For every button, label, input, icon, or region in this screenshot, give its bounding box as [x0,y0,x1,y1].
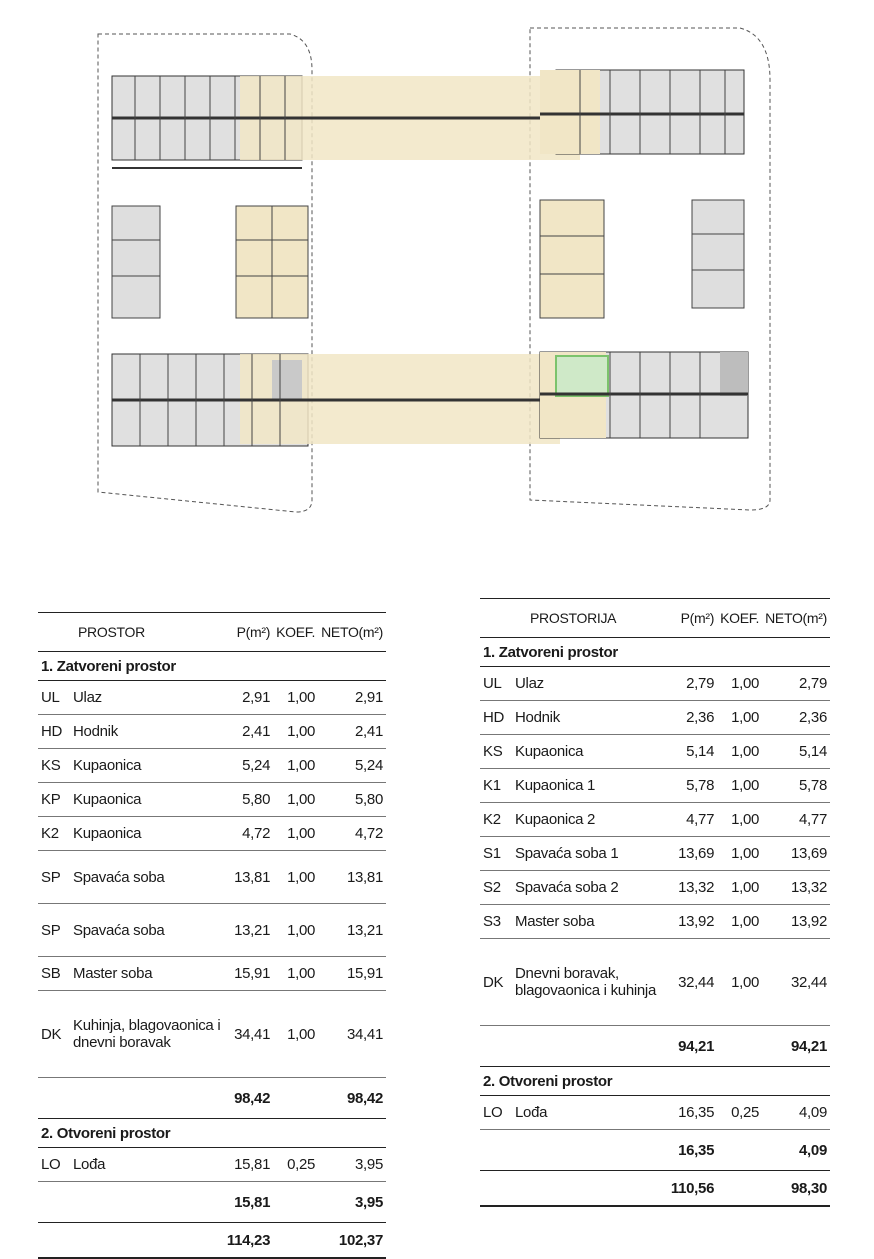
section-closed [480,638,830,667]
subtotal-area: 15,81 [38,1182,273,1223]
room-name: Kupaonica [512,735,675,769]
room-code: SB [38,957,70,991]
room-coef: 1,00 [273,783,318,817]
room-name: Lođa [70,1148,231,1182]
room-area: 32,44 [675,939,717,1026]
room-code: KS [38,749,70,783]
room-code: KP [38,783,70,817]
table-header [38,613,386,652]
room-code: K2 [480,803,512,837]
section-open [38,1119,386,1148]
room-name: Spavaća soba 1 [512,837,675,871]
room-coef: 1,00 [273,991,318,1078]
room-area: 13,92 [675,905,717,939]
section-open [480,1067,830,1096]
room-name: Kupaonica [70,749,231,783]
room-net: 4,77 [762,803,830,837]
room-coef: 1,00 [717,905,762,939]
room-code: HD [480,701,512,735]
room-net: 2,79 [762,667,830,701]
col-coef: KOEF. [717,599,762,638]
table-row [38,904,386,957]
left-bottom-wing [112,354,560,446]
room-code: SP [38,904,70,957]
highlighted-apartment [556,356,608,396]
room-net: 13,92 [762,905,830,939]
right-middle-blocks [540,200,744,318]
grand-total [38,1223,386,1259]
section-title: 1. Zatvoreni prostor [38,652,386,681]
room-area: 13,81 [231,851,273,904]
room-area: 34,41 [231,991,273,1078]
room-coef: 1,00 [717,871,762,905]
room-name: Kupaonica 2 [512,803,675,837]
section-title: 2. Otvoreni prostor [38,1119,386,1148]
room-code: K1 [480,769,512,803]
room-area: 2,79 [675,667,717,701]
subtotal-area: 94,21 [480,1026,717,1067]
right-top-wing [540,70,744,154]
table-row [480,939,830,1026]
room-area: 4,72 [231,817,273,851]
room-coef: 1,00 [273,851,318,904]
room-coef: 1,00 [717,667,762,701]
room-net: 4,72 [318,817,386,851]
room-name: Master soba [512,905,675,939]
room-code: UL [480,667,512,701]
room-name: Spavaća soba 2 [512,871,675,905]
room-coef: 1,00 [273,957,318,991]
room-coef: 1,00 [717,769,762,803]
section-title: 2. Otvoreni prostor [480,1067,830,1096]
room-net: 5,24 [318,749,386,783]
table-row [38,749,386,783]
room-name: Ulaz [70,681,231,715]
room-area: 13,69 [675,837,717,871]
total-net: 102,37 [318,1223,386,1259]
table-row [480,803,830,837]
room-name: Lođa [512,1096,675,1130]
col-net: NETO(m²) [318,613,386,652]
subtotal-area: 98,42 [38,1078,273,1119]
room-coef: 1,00 [717,701,762,735]
room-area: 2,41 [231,715,273,749]
table-row [38,957,386,991]
room-net: 15,91 [318,957,386,991]
room-net: 13,32 [762,871,830,905]
room-area: 16,35 [675,1096,717,1130]
room-code: K2 [38,817,70,851]
table-header [480,599,830,638]
room-coef: 1,00 [273,904,318,957]
room-code: DK [38,991,70,1078]
table-row [480,837,830,871]
room-name: Kuhinja, blagovaonica i dnevni boravak [70,991,231,1078]
section-title: 1. Zatvoreni prostor [480,638,830,667]
room-coef: 1,00 [273,715,318,749]
room-code: LO [38,1148,70,1182]
subtotal-open [480,1130,830,1171]
room-code: S1 [480,837,512,871]
subtotal-net: 4,09 [762,1130,830,1171]
table-row [480,735,830,769]
room-net: 2,36 [762,701,830,735]
table-row [480,905,830,939]
room-area: 15,81 [231,1148,273,1182]
room-net: 2,91 [318,681,386,715]
grand-total [480,1171,830,1207]
room-net: 5,80 [318,783,386,817]
table-row [38,681,386,715]
room-area: 2,91 [231,681,273,715]
left-top-wing [112,76,580,168]
subtotal-net: 3,95 [318,1182,386,1223]
table-row [480,1096,830,1130]
table-row [38,715,386,749]
room-area: 15,91 [231,957,273,991]
room-name: Spavaća soba [70,851,231,904]
table-row [38,991,386,1078]
room-net: 5,78 [762,769,830,803]
table-row [480,871,830,905]
room-code: UL [38,681,70,715]
room-coef: 1,00 [717,735,762,769]
room-area: 4,77 [675,803,717,837]
room-net: 32,44 [762,939,830,1026]
col-prostorija: PROSTORIJA [480,599,675,638]
table-row [480,769,830,803]
room-name: Spavaća soba [70,904,231,957]
table-row [38,1148,386,1182]
floor-plans [0,0,874,560]
room-area: 13,21 [231,904,273,957]
room-area: 5,80 [231,783,273,817]
room-coef: 0,25 [273,1148,318,1182]
room-coef: 1,00 [717,803,762,837]
room-code: DK [480,939,512,1026]
col-area: P(m²) [675,599,717,638]
room-name: Kupaonica 1 [512,769,675,803]
table-row [480,667,830,701]
subtotal-closed [480,1026,830,1067]
subtotal-area: 16,35 [480,1130,717,1171]
left-area-table [38,612,386,1259]
total-area: 114,23 [38,1223,273,1259]
col-area: P(m²) [231,613,273,652]
subtotal-closed [38,1078,386,1119]
room-coef: 1,00 [273,749,318,783]
room-net: 5,14 [762,735,830,769]
total-net: 98,30 [762,1171,830,1207]
room-area: 5,78 [675,769,717,803]
room-code: SP [38,851,70,904]
room-code: S2 [480,871,512,905]
room-coef: 0,25 [717,1096,762,1130]
right-bottom-wing [540,352,748,438]
room-area: 5,24 [231,749,273,783]
table-row [480,701,830,735]
table-row [38,817,386,851]
subtotal-net: 98,42 [318,1078,386,1119]
room-code: HD [38,715,70,749]
right-area-table [480,598,830,1207]
col-net: NETO(m²) [762,599,830,638]
room-net: 3,95 [318,1148,386,1182]
room-code: KS [480,735,512,769]
section-closed [38,652,386,681]
col-coef: KOEF. [273,613,318,652]
room-code: S3 [480,905,512,939]
room-name: Master soba [70,957,231,991]
room-name: Ulaz [512,667,675,701]
room-coef: 1,00 [273,817,318,851]
room-net: 13,69 [762,837,830,871]
subtotal-net: 94,21 [762,1026,830,1067]
room-net: 13,21 [318,904,386,957]
room-name: Hodnik [70,715,231,749]
room-coef: 1,00 [717,939,762,1026]
room-net: 2,41 [318,715,386,749]
room-net: 34,41 [318,991,386,1078]
room-net: 4,09 [762,1096,830,1130]
room-coef: 1,00 [717,837,762,871]
room-name: Dnevni boravak, blagovaonica i kuhinja [512,939,675,1026]
room-net: 13,81 [318,851,386,904]
room-name: Kupaonica [70,817,231,851]
room-area: 2,36 [675,701,717,735]
left-middle-blocks [112,206,308,318]
room-coef: 1,00 [273,681,318,715]
room-area: 13,32 [675,871,717,905]
room-name: Kupaonica [70,783,231,817]
floor-plan-drawing [0,0,874,560]
room-area: 5,14 [675,735,717,769]
table-row [38,851,386,904]
total-area: 110,56 [480,1171,717,1207]
room-code: LO [480,1096,512,1130]
table-row [38,783,386,817]
subtotal-open [38,1182,386,1223]
room-name: Hodnik [512,701,675,735]
col-prostor: PROSTOR [38,613,231,652]
